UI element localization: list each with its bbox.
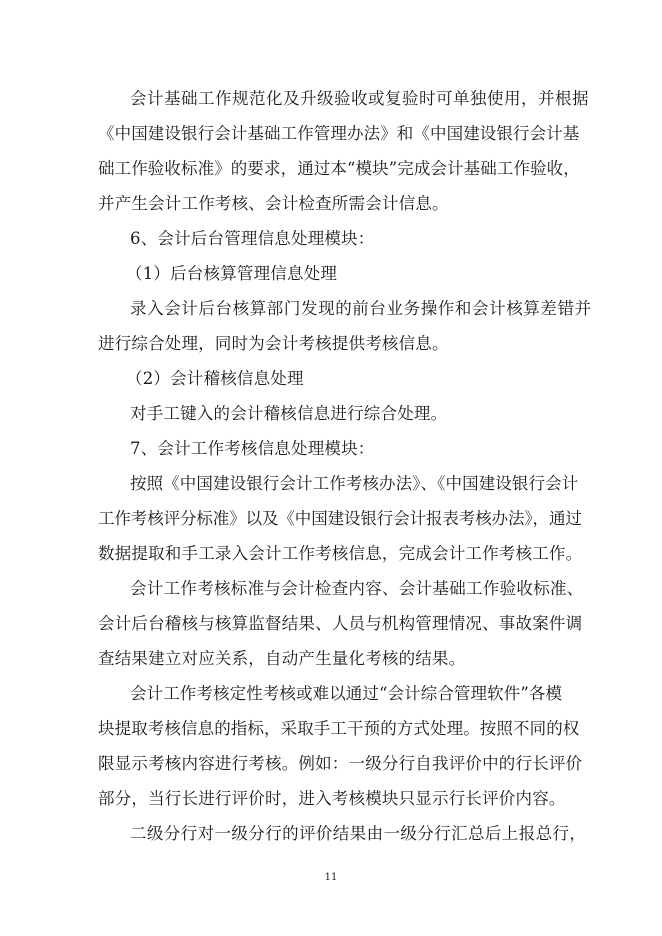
text-line: 进行综合处理，同时为会计考核提供考核信息。 [98, 334, 449, 353]
text-line: 按照《中国建设银行会计工作考核办法》、《中国建设银行会计 [130, 474, 579, 493]
text-line: 础工作验收标准》的要求，通过本“模块”完成会计基础工作验收， [98, 159, 580, 178]
text-line: 录入会计后台核算部门发现的前台业务操作和会计核算差错并 [130, 299, 592, 318]
text-line: 会计工作考核标准与会计检查内容、会计基础工作验收标准、 [130, 579, 584, 598]
text-line: 《中国建设银行会计基础工作管理办法》和《中国建设银行会计基 [98, 124, 580, 143]
section-heading: 7、会计工作考核信息处理模块： [130, 439, 375, 458]
subsection-heading: （2）会计稽核信息处理 [126, 369, 304, 388]
text-line: 查结果建立对应关系，自动产生量化考核的结果。 [98, 649, 466, 668]
subsection-heading: （1）后台核算管理信息处理 [126, 264, 338, 283]
text-line: 块提取考核信息的指标，采取手工干预的方式处理。按照不同的权 [98, 719, 580, 738]
text-line: 会计后台稽核与核算监督结果、人员与机构管理情况、事故案件调 [98, 614, 583, 633]
text-line: 二级分行对一级分行的评价结果由一级分行汇总后上报总行， [130, 824, 587, 843]
text-line: 会计工作考核定性考核或难以通过“会计综合管理软件”各模 [130, 684, 563, 703]
section-heading: 6、会计后台管理信息处理模块： [130, 229, 375, 248]
text-line: 会计基础工作规范化及升级验收或复验时可单独使用，并根据 [130, 89, 589, 108]
text-line: 工作考核评分标准》以及《中国建设银行会计报表考核办法》，通过 [98, 509, 582, 528]
page-number: 11 [324, 872, 338, 883]
text-line: 并产生会计工作考核、会计检查所需会计信息。 [98, 194, 449, 213]
text-line: 对手工键入的会计稽核信息进行综合处理。 [130, 404, 448, 423]
text-line: 限显示考核内容进行考核。例如：一级分行自我评价中的行长评价 [98, 754, 583, 773]
text-line: 部分，当行长进行评价时，进入考核模块只显示行长评价内容。 [98, 789, 566, 808]
text-line: 数据提取和手工录入会计工作考核信息，完成会计工作考核工作。 [98, 544, 583, 563]
